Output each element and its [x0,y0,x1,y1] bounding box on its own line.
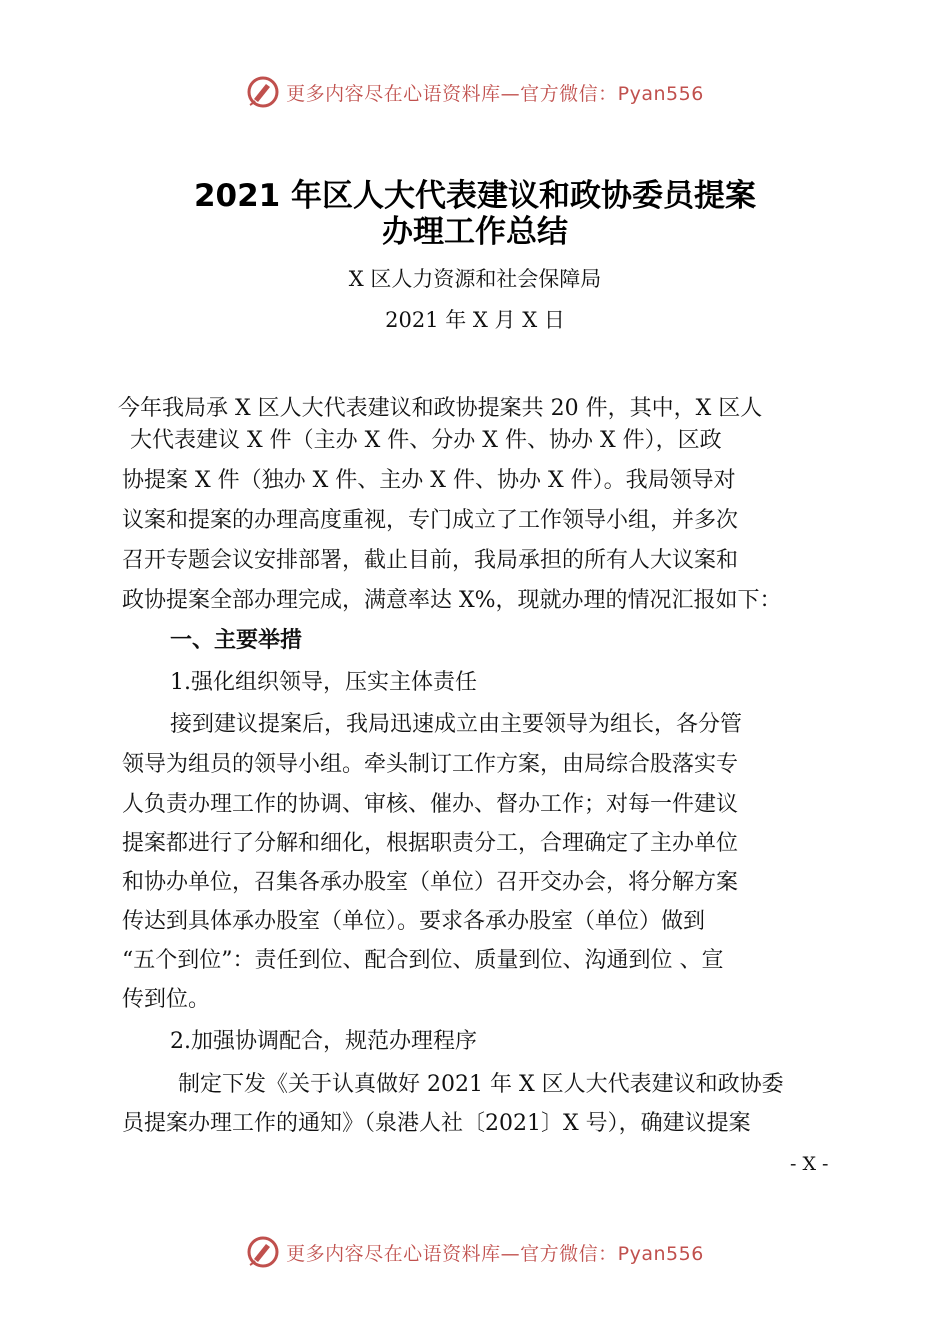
watermark-bottom [0,1230,950,1274]
document-org: X 区人力资源和社会保障局 [348,267,602,291]
subsection-heading: 2.加强协调配合，规范办理程序 [170,1029,477,1054]
body-line: 大代表建议 X 件（主办 X 件、分办 X 件、协办 X 件），区政 [130,428,722,453]
body-line: 今年我局承 X 区人大代表建议和政协提案共 20 件，其中，X 区人 [118,396,763,421]
body-line: 接到建议提案后，我局迅速成立由主要领导为组长，各分管 [170,712,743,737]
brush-logo-icon [246,75,280,109]
watermark-text: 更多内容尽在心语资料库—官方微信：Pyan556 [286,82,704,105]
body-line: 传到位。 [122,987,211,1012]
body-line: 召开专题会议安排部署，截止目前，我局承担的所有人大议案和 [122,548,739,573]
document-title-line2: 办理工作总结 [382,214,568,250]
body-line: 传达到具体承办股室（单位）。要求各承办股室（单位）做到 [122,909,706,934]
body-line: 员提案办理工作的通知》（泉港人社〔2021〕X 号），确建议提案 [122,1111,751,1136]
watermark-text: 更多内容尽在心语资料库—官方微信：Pyan556 [286,1242,704,1265]
document-title-line1: 2021 年区人大代表建议和政协委员提案 [193,178,757,214]
brush-logo-icon [246,1235,280,1269]
body-line: 议案和提案的办理高度重视，专门成立了工作领导小组，并多次 [122,508,739,533]
body-line: 政协提案全部办理完成，满意率达 X%，现就办理的情况汇报如下： [122,588,782,613]
page-number: - X - [790,1153,829,1175]
body-line: 协提案 X 件（独办 X 件、主办 X 件、协办 X 件）。我局领导对 [122,468,736,493]
body-line: 人负责办理工作的协调、审核、催办、督办工作；对每一件建议 [122,792,739,817]
body-line: 和协办单位，召集各承办股室（单位）召开交办会，将分解方案 [122,870,739,895]
document-date: 2021 年 X 月 X 日 [385,308,565,332]
watermark-top [0,70,950,114]
body-line: 领导为组员的领导小组。牵头制订工作方案，由局综合股落实专 [122,752,739,777]
body-line: “五个到位”：责任到位、配合到位、质量到位、沟通到位 、宣 [122,948,724,973]
body-line: 制定下发《关于认真做好 2021 年 X 区人大代表建议和政协委 [178,1072,784,1097]
subsection-heading: 1.强化组织领导，压实主体责任 [170,670,477,695]
body-line: 提案都进行了分解和细化，根据职责分工，合理确定了主办单位 [122,831,739,856]
section-heading: 一、主要举措 [170,628,303,653]
